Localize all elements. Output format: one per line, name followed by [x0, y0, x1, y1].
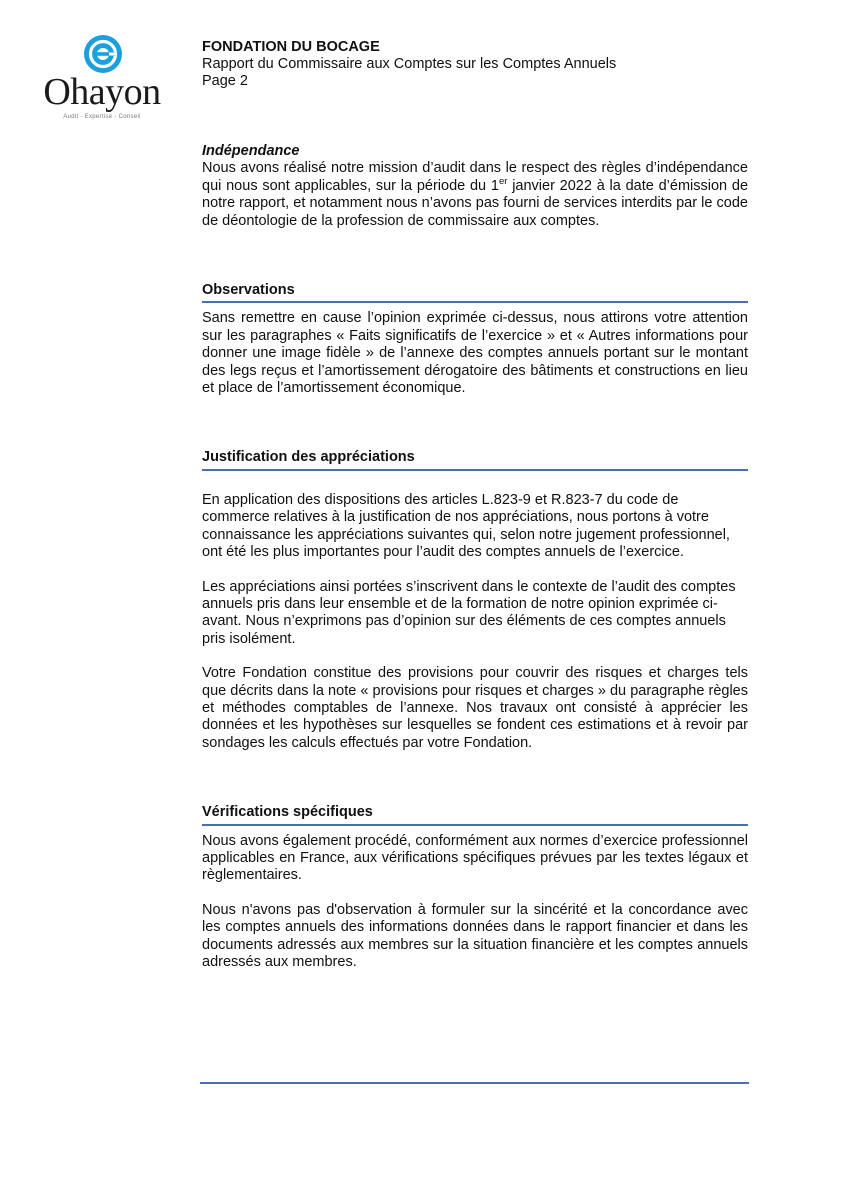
verifications-paragraph-1: Nous avons également procédé, conformément aux normes d’exercice professionnel applicables en France, aux vérifications spécifiques prévues par les textes légaux et règlementaires. — [202, 832, 748, 884]
ordinal-superscript: er — [498, 175, 508, 187]
company-logo — [38, 34, 166, 128]
report-title: Rapport du Commissaire aux Comptes sur les Comptes Annuels — [202, 56, 617, 72]
page-number: Page 2 — [202, 73, 248, 89]
section-title-independance: Indépendance — [202, 143, 300, 159]
independance-paragraph — [202, 160, 748, 230]
independance-text-end: janvier 2022 à la date d’émission de notre rapport, et notamment nous n’avons pas fourni de services interdits par le code de déontologie de la profession de commissaire aux comptes. — [202, 177, 749, 229]
page-header — [202, 39, 616, 90]
closing-divider — [200, 1082, 749, 1084]
section-title-observations: Observations — [202, 282, 748, 303]
justification-paragraph-3: Votre Fondation constitue des provisions pour couvrir des risques et charges tels que décrits dans la note « provisions pour risques et charges » du paragraphe règles et méthodes comptables de l’annexe. Nos travaux ont consisté à apprécier les données et les hypothèses sur lesquelles se fondent ces estimations et à revoir par sondages les calculs effectués par votre Fondation. — [202, 665, 748, 751]
organization-name: FONDATION DU BOCAGE — [202, 39, 380, 55]
document-body — [202, 143, 748, 971]
ohayon-logo-icon — [83, 34, 123, 74]
section-title-verifications: Vérifications spécifiques — [202, 804, 748, 825]
independance-text-start: Nous avons réalisé notre mission d’audit dans le respect des règles d’indépendance qui nous sont applicables, sur la période du 1 — [202, 160, 748, 194]
justification-paragraph-1: En application des dispositions des articles L.823-9 et R.823-7 du code de commerce relatives à la justification de nos appréciations, nous portons à votre connaissance les appréciations suivantes qui, selon notre jugement professionnel, ont été les plus importantes pour l’audit des comptes annuels de l’exercice. — [202, 491, 730, 561]
logo-tagline: Audit - Expertise - Conseil — [63, 114, 141, 120]
verifications-paragraph-2: Nous n'avons pas d'observation à formuler sur la sincérité et la concordance avec les comptes annuels des informations données dans le rapport financier et dans les documents adressés aux membres sur la situation financière et les comptes annuels adressés aux membres. — [202, 901, 748, 970]
logo-wordmark: Ohayon — [43, 71, 161, 113]
observations-paragraph: Sans remettre en cause l’opinion exprimée ci-dessus, nous attirons votre attention sur les paragraphes « Faits significatifs de l’exercice » et « Autres informations pour donner une image fidèle » de l’annexe des comptes annuels portant sur le montant des legs reçus et l’amortissement dérogatoire des bâtiments et constructions en lieu et place de l’amortissement économique. — [202, 310, 748, 397]
section-title-justification: Justification des appréciations — [202, 449, 748, 470]
justification-paragraph-2: Les appréciations ainsi portées s’inscrivent dans le contexte de l’audit des comptes annuels pris dans leur ensemble et de la formation de notre opinion exprimée ci-avant. Nous n’exprimons pas d’opinion sur des éléments de ces comptes annuels pris isolément. — [202, 578, 736, 647]
